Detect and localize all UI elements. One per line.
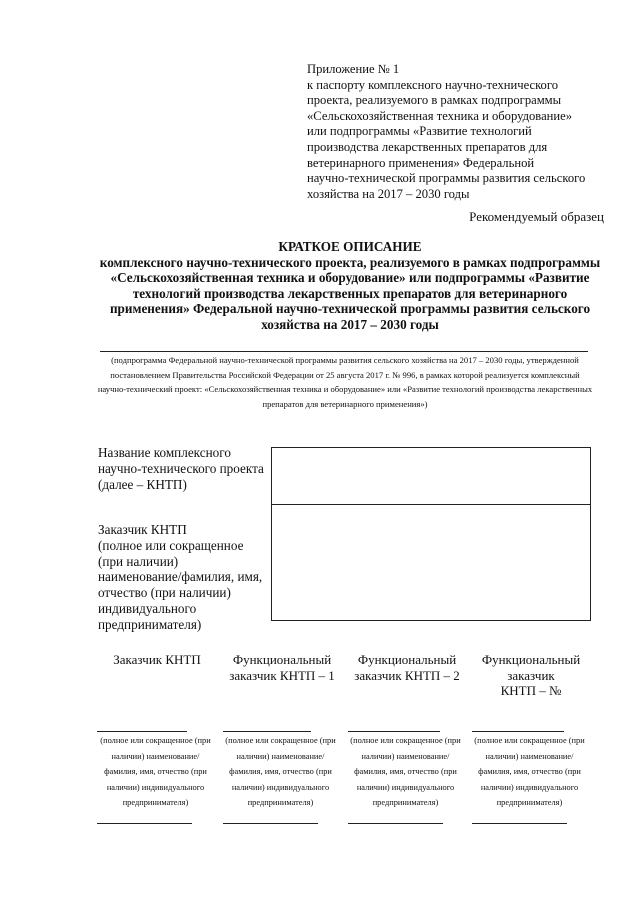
- note-line: (полное или сокращенное (при: [474, 736, 585, 745]
- title-line: КРАТКОЕ ОПИСАНИЕ: [278, 239, 422, 254]
- appendix-line: или подпрограммы «Развитие технологий: [307, 124, 532, 139]
- signature-functional-n-line[interactable]: [472, 731, 564, 732]
- note-line: фамилия, имя, отчество (при: [229, 767, 332, 776]
- note-line: наличии) наименование/: [485, 751, 574, 761]
- signature-title-line: Функциональный: [232, 652, 332, 667]
- note-line: наличии) индивидуального: [106, 782, 205, 792]
- subprogram-note-line: научно-технический проект: «Сельскохозяйственная техника и оборудование» или «Развитие технологий производства лекарственных: [97, 384, 593, 395]
- note-line: предпринимателя): [247, 798, 314, 807]
- appendix-line: ветеринарного применения» Федеральной: [307, 155, 535, 170]
- subprogram-fill-line[interactable]: [100, 351, 588, 352]
- customer-label: [98, 522, 262, 633]
- note-line: фамилия, имя, отчество (при: [478, 767, 581, 776]
- appendix-line: научно-технической программы развития сельского: [307, 171, 586, 186]
- label-line: (полное или сокращенное: [98, 537, 244, 553]
- input-table: [271, 447, 591, 621]
- note-line: (полное или сокращенное (при: [225, 736, 336, 745]
- signature-title-line: Функциональный: [357, 652, 457, 667]
- label-line: предпринимателя): [98, 616, 202, 632]
- label-line: Заказчик КНТП: [98, 522, 187, 537]
- note-line: наличии) наименование/: [361, 751, 450, 761]
- signature-functional-n-title: [466, 652, 596, 699]
- signature-customer-sign-line[interactable]: [97, 823, 192, 824]
- appendix-header: [307, 62, 607, 202]
- signature-functional-2-title: [342, 652, 472, 683]
- appendix-line: «Сельскохозяйственная техника и оборудование»: [307, 108, 573, 123]
- signature-title-line: заказчик: [507, 667, 555, 683]
- appendix-line: проекта, реализуемого в рамках подпрограммы: [307, 93, 562, 108]
- note-line: наличии) индивидуального: [480, 782, 579, 792]
- signature-title-line: Заказчик КНТП: [113, 652, 201, 667]
- note-line: наличии) индивидуального: [231, 782, 330, 792]
- signature-title-line: заказчик КНТП – 2: [354, 667, 460, 683]
- title-line: «Сельскохозяйственная техника и оборудование» или подпрограммы «Развитие: [110, 270, 590, 286]
- appendix-line: Приложение № 1: [307, 62, 400, 76]
- title-line: применения» Федеральной научно-технической программы развития сельского: [109, 301, 591, 317]
- label-line: наименование/фамилия, имя,: [98, 569, 263, 585]
- appendix-line: хозяйства на 2017 – 2030 годы: [307, 186, 470, 201]
- signature-customer-line[interactable]: [97, 731, 187, 732]
- title-line: комплексного научно-технического проекта, реализуемого в рамках подпрограммы: [99, 254, 601, 270]
- note-line: (полное или сокращенное (при: [100, 736, 211, 745]
- label-line: (при наличии): [98, 553, 179, 569]
- note-line: предпринимателя): [372, 798, 439, 807]
- signature-functional-2-note: [338, 733, 473, 811]
- document-title: [80, 239, 620, 333]
- project-name-cell[interactable]: [272, 448, 590, 504]
- label-line: Название комплексного: [98, 445, 231, 460]
- signature-functional-2-sign-line[interactable]: [348, 823, 443, 824]
- signature-functional-2-line[interactable]: [348, 731, 440, 732]
- recommended-sample-label: Рекомендуемый образец: [469, 209, 604, 224]
- subprogram-note-line: постановлением Правительства Российской Федерации от 25 августа 2017 г. № 996, в рамках которой реализуется комплексный: [110, 369, 580, 380]
- subprogram-note-line: (подпрограмма Федеральной научно-технической программы развития сельского хозяйства на 2017 – 2030 годы, утвержденной: [111, 355, 579, 365]
- title-line: технологий производства лекарственных препаратов для ветеринарного: [132, 285, 568, 301]
- label-line: отчество (при наличии): [98, 585, 231, 601]
- signature-title-line: КНТП – №: [500, 683, 562, 698]
- appendix-line: к паспорту комплексного научно-технического: [307, 77, 558, 92]
- signature-functional-n-note: [462, 733, 597, 811]
- customer-cell[interactable]: [272, 505, 590, 620]
- signature-customer-note: [88, 733, 223, 811]
- note-line: фамилия, имя, отчество (при: [104, 767, 207, 776]
- note-line: (полное или сокращенное (при: [350, 736, 461, 745]
- label-line: (далее – КНТП): [98, 476, 187, 492]
- appendix-line: производства лекарственных препаратов для: [307, 139, 548, 154]
- subprogram-note-line: препаратов для ветеринарного применения»): [262, 398, 428, 409]
- note-line: фамилия, имя, отчество (при: [354, 767, 457, 776]
- signature-customer-title: [92, 652, 222, 668]
- title-line: хозяйства на 2017 – 2030 годы: [261, 316, 439, 332]
- subprogram-note: [70, 353, 620, 411]
- signature-title-line: Функциональный: [481, 652, 581, 667]
- note-line: наличии) наименование/: [111, 751, 200, 761]
- signature-functional-n-sign-line[interactable]: [472, 823, 567, 824]
- note-line: предпринимателя): [122, 798, 189, 807]
- signature-functional-1-note: [213, 733, 348, 811]
- note-line: предпринимателя): [496, 798, 563, 807]
- signature-functional-1-title: [217, 652, 347, 683]
- project-name-label: [98, 445, 264, 492]
- signature-functional-1-sign-line[interactable]: [223, 823, 318, 824]
- note-line: наличии) индивидуального: [356, 782, 455, 792]
- label-line: индивидуального: [98, 600, 197, 616]
- note-line: наличии) наименование/: [236, 751, 325, 761]
- label-line: научно-технического проекта: [98, 460, 264, 476]
- signature-functional-1-line[interactable]: [223, 731, 311, 732]
- signature-title-line: заказчик КНТП – 1: [229, 667, 335, 683]
